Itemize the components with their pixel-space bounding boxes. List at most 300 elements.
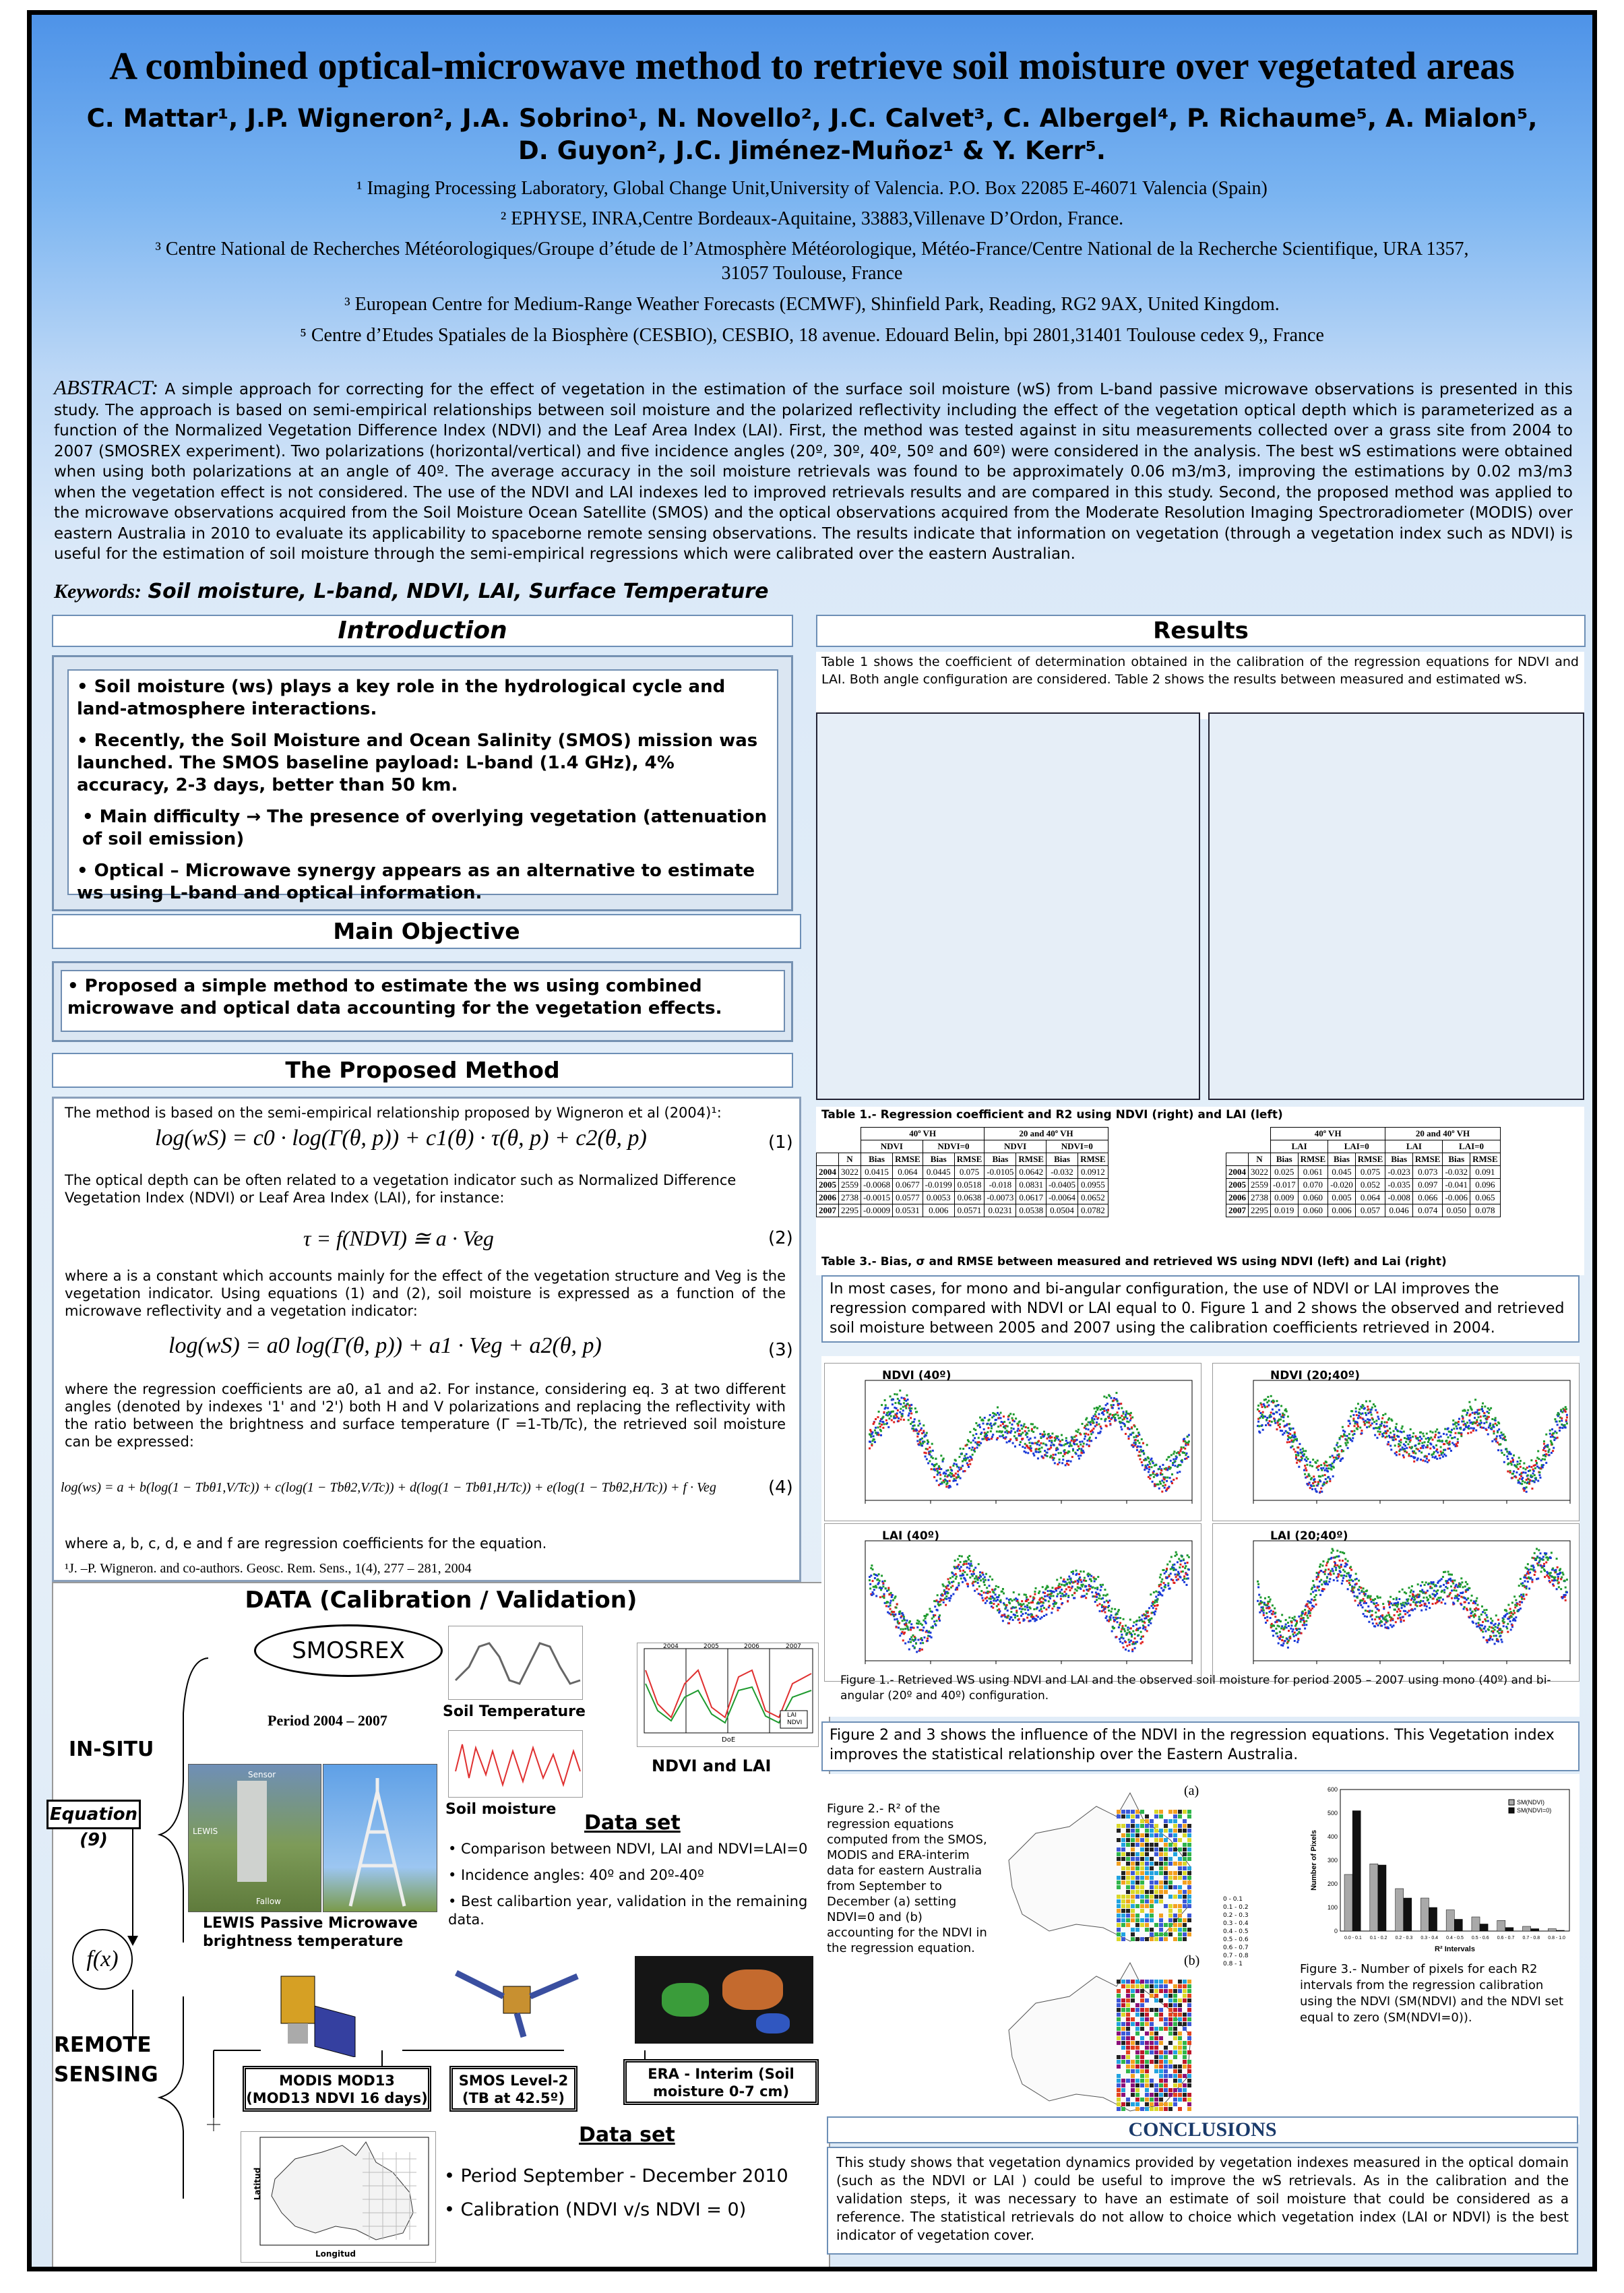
plot-point [1097, 1576, 1099, 1578]
plot-point [909, 1639, 911, 1641]
plot-point [1155, 1591, 1157, 1593]
map-pixel [1150, 1876, 1154, 1880]
plot-point [1147, 1612, 1149, 1614]
plot-point [998, 1594, 1000, 1596]
plot-point [1544, 1450, 1547, 1452]
plot-point [1071, 1585, 1073, 1587]
map-pixel [1117, 2031, 1121, 2036]
map-pixel [1150, 1909, 1154, 1913]
plot-point [1359, 1427, 1361, 1429]
plot-point [1283, 1414, 1285, 1416]
plot-point [958, 1585, 960, 1587]
plot-point [933, 1476, 935, 1478]
plot-point [1184, 1567, 1186, 1569]
plot-point [1182, 1570, 1184, 1572]
plot-point [1102, 1413, 1104, 1415]
plot-point [1460, 1577, 1462, 1579]
plot-point [1156, 1601, 1158, 1603]
remote-sensing-label: REMOTE SENSING [54, 2033, 158, 2087]
plot-point [961, 1556, 963, 1558]
plot-point [947, 1578, 949, 1580]
map-pixel [1117, 1852, 1121, 1856]
plot-point [1177, 1561, 1179, 1563]
plot-point [1414, 1444, 1416, 1446]
plot-point [1349, 1423, 1351, 1425]
plot-point [1560, 1588, 1562, 1590]
plot-point [1008, 1622, 1010, 1624]
plot-point [875, 1587, 877, 1589]
plot-point [1018, 1428, 1020, 1430]
plot-point [1420, 1604, 1423, 1606]
map-pixel [1131, 2079, 1135, 2083]
plot-point [972, 1434, 974, 1436]
plot-point [1441, 1590, 1443, 1592]
plot-point [919, 1423, 921, 1425]
australia-grid-plot [241, 2132, 437, 2263]
plot-point [1144, 1469, 1146, 1471]
plot-point [1061, 1589, 1063, 1591]
plot-point [1118, 1609, 1120, 1611]
plot-point [892, 1599, 894, 1601]
plot-point [1003, 1415, 1005, 1417]
plot-point [1080, 1579, 1082, 1581]
plot-point [1321, 1475, 1323, 1477]
plot-point [1272, 1611, 1274, 1613]
mini-year-2007: 2007 [786, 1643, 801, 1650]
map-pixel [1183, 1847, 1187, 1852]
plot-point [1440, 1436, 1442, 1438]
map-pixel [1121, 1909, 1125, 1913]
plot-point [1304, 1473, 1306, 1475]
plot-point [1351, 1440, 1353, 1442]
plot-point [973, 1569, 975, 1571]
plot-point [1131, 1444, 1133, 1446]
map-pixel [1183, 1833, 1187, 1837]
plot-point [1352, 1417, 1354, 1419]
plot-point [1444, 1428, 1446, 1430]
plot-point [1177, 1471, 1179, 1473]
table-ndvi-cell: -0.0068 [861, 1179, 893, 1192]
plot-point [869, 1441, 871, 1443]
plot-point [1521, 1598, 1523, 1600]
plot-point [980, 1579, 982, 1581]
keywords-label: Keywords: [54, 580, 142, 603]
table-ndvi-cell: 0.0445 [923, 1166, 954, 1179]
plot-point [1133, 1621, 1135, 1623]
plot-point [1375, 1419, 1377, 1421]
plot-point [1310, 1609, 1312, 1611]
table-lai-cell: -0.008 [1385, 1192, 1413, 1204]
plot-point [914, 1647, 916, 1649]
plot-point [1412, 1595, 1414, 1597]
plot-point [1439, 1457, 1441, 1459]
plot-point [1098, 1424, 1100, 1426]
plot-point [947, 1592, 949, 1594]
plot-point [1159, 1481, 1161, 1483]
plot-point [1467, 1409, 1469, 1411]
plot-point [1369, 1400, 1371, 1402]
map-pixel [1131, 1876, 1135, 1880]
lewis-caption: LEWIS Passive Microwave brightness temperature [203, 1915, 418, 1950]
plot-point [1279, 1426, 1281, 1428]
plot-point [1534, 1574, 1536, 1576]
plot-point [1286, 1626, 1288, 1628]
results-heading: Results [816, 615, 1586, 647]
plot-point [943, 1601, 945, 1603]
plot-point [1323, 1484, 1325, 1486]
table-ndvi-col: Bias [861, 1153, 893, 1166]
table-lai-cell: -0.035 [1385, 1179, 1413, 1192]
table-ndvi-cell: -0.0015 [861, 1192, 893, 1204]
map-pixel [1126, 2017, 1130, 2021]
plot-point [1344, 1431, 1346, 1433]
plot-point [1120, 1403, 1122, 1405]
plot-point [1106, 1411, 1108, 1413]
plot-point [1533, 1470, 1535, 1472]
plot-point [1297, 1641, 1299, 1643]
plot-point [1305, 1467, 1307, 1469]
plot-point [1024, 1423, 1026, 1425]
map-pixel [1121, 1876, 1125, 1880]
plot-point [1381, 1614, 1383, 1616]
plot-point [1534, 1552, 1536, 1554]
plot-point [1545, 1434, 1547, 1436]
map-pixel [1150, 1824, 1154, 1828]
plot-point [1340, 1571, 1342, 1573]
plot-point [1342, 1577, 1344, 1579]
results-table-placeholder-right [1208, 712, 1584, 1100]
plot-point [1410, 1589, 1412, 1591]
map-pixel [1126, 1810, 1130, 1814]
map-pixel [1150, 1994, 1154, 1998]
plot-point [929, 1450, 931, 1453]
plot-point [1291, 1434, 1293, 1436]
plot-point [1136, 1428, 1138, 1430]
plot-point [1554, 1418, 1556, 1420]
table-lai-cell: -0.020 [1328, 1179, 1356, 1192]
table-ndvi-cell: 0.0617 [1016, 1192, 1047, 1204]
plot-point [1178, 1558, 1180, 1560]
plot-point [927, 1462, 929, 1464]
plot-point [1075, 1453, 1077, 1455]
table-ndvi-cell: 2005 [817, 1179, 839, 1192]
plot-point [1167, 1583, 1169, 1585]
plot-point [967, 1585, 969, 1587]
plot-point [1388, 1603, 1390, 1606]
plot-point [1389, 1596, 1392, 1598]
plot-point [1399, 1610, 1401, 1612]
plot-point [1163, 1569, 1165, 1571]
plot-point [885, 1407, 887, 1409]
plot-point [1047, 1452, 1049, 1454]
map-pixel [1121, 1918, 1125, 1922]
map-pixel [1159, 1895, 1163, 1899]
map-pixel [1159, 1914, 1163, 1918]
plot-point [879, 1426, 881, 1428]
table-ndvi-row [817, 1166, 1108, 1179]
plot-point [1025, 1451, 1027, 1453]
plot-point [1073, 1597, 1075, 1599]
table-lai [1226, 1127, 1501, 1217]
plot-point [1565, 1587, 1567, 1589]
plot-point [1104, 1589, 1106, 1591]
plot-point [1477, 1416, 1479, 1418]
plot-point [1458, 1418, 1460, 1420]
map-pixel [1131, 1890, 1135, 1894]
plot-point [1488, 1426, 1490, 1428]
plot-point [1133, 1436, 1135, 1438]
plot-point [1442, 1599, 1444, 1601]
plot-point [1434, 1436, 1436, 1438]
plot-point [1170, 1454, 1173, 1456]
plot-point [1375, 1423, 1377, 1425]
plot-point [883, 1411, 885, 1413]
plot-point [1078, 1448, 1080, 1450]
map-pixel [1178, 1876, 1182, 1880]
plot-point [1549, 1454, 1551, 1456]
plot-point [1331, 1557, 1333, 1559]
plot-point [1141, 1618, 1143, 1620]
plot-point [1160, 1581, 1162, 1583]
map-pixel [1173, 1843, 1177, 1847]
plot-point [1330, 1570, 1332, 1572]
table-ndvi-sub-ndvi0-b: NDVI=0 [1046, 1140, 1108, 1153]
plot-point [917, 1622, 919, 1624]
map-pixel [1164, 1857, 1168, 1861]
plot-point [1388, 1417, 1390, 1419]
plot-point [1010, 1430, 1012, 1432]
plot-point [962, 1574, 964, 1576]
map-pixel [1117, 2098, 1121, 2102]
map-pixel [1173, 1918, 1177, 1922]
plot-point [1353, 1425, 1355, 1427]
plot-point [982, 1578, 985, 1580]
plot-point [1318, 1465, 1320, 1467]
method-p4: where the regression coefficients are a0, a1 and a2. For instance, considering eq. 3 at two different angles (denoted by indexes '1' and '2') both H and V polarizations and replacing the reflectivity with the ratio between the brightness and surface temperature (Γ =1-Tb/Tc), the retrieved soil moisture can be expressed: [65, 1381, 786, 1450]
plot-point [1076, 1573, 1078, 1575]
plot-point [1103, 1601, 1105, 1603]
plot-point [1542, 1449, 1544, 1451]
plot-point [1349, 1584, 1351, 1586]
plot-ndvi-2040-svg [1213, 1364, 1580, 1522]
map-pixel [1154, 1932, 1158, 1936]
map-pixel [1135, 1984, 1139, 1988]
plot-point [1041, 1616, 1043, 1618]
plot-point [1460, 1428, 1462, 1430]
map-pixel [1140, 1876, 1144, 1880]
plot-point [1334, 1564, 1336, 1566]
plot-point [874, 1577, 876, 1579]
plot-point [1130, 1412, 1132, 1414]
map-pixel [1117, 1814, 1121, 1818]
plot-point [902, 1628, 904, 1630]
plot-point [1355, 1407, 1357, 1409]
plot-point [1160, 1483, 1162, 1485]
map-pixel [1135, 2013, 1139, 2017]
plot-point [1402, 1446, 1404, 1448]
map-pixel [1131, 1862, 1135, 1866]
plot-lai-40-svg [825, 1524, 1202, 1682]
plot-point [1028, 1602, 1030, 1604]
plot-point [1098, 1597, 1100, 1599]
plot-point [1113, 1404, 1115, 1406]
equation-2: τ = f(NDVI) ≅ a · Veg [303, 1226, 494, 1250]
plot-point [1356, 1597, 1358, 1599]
plot-point [1512, 1459, 1514, 1461]
soil-temperature-chart [448, 1626, 583, 1700]
plot-point [904, 1632, 906, 1634]
plot-point [1501, 1631, 1503, 1633]
plot-point [1125, 1411, 1127, 1413]
plot-point [1139, 1627, 1141, 1629]
map-a-svg [995, 1779, 1211, 1949]
plot-point [1393, 1598, 1395, 1600]
plot-point [914, 1424, 916, 1426]
plot-point [1381, 1421, 1383, 1423]
plot-point [1429, 1448, 1431, 1450]
plot-point [1486, 1429, 1488, 1431]
plot-point [1022, 1446, 1024, 1448]
map-pixel [1178, 1909, 1182, 1913]
plot-point [1534, 1571, 1536, 1573]
plot-point [1393, 1624, 1395, 1626]
plot-point [938, 1465, 940, 1467]
plot-point [1177, 1579, 1179, 1581]
map-pixel [1126, 1876, 1130, 1880]
map-pixel [1183, 1843, 1187, 1847]
plot-point [1159, 1466, 1161, 1468]
plot-point [1468, 1401, 1470, 1403]
map-pixel [1135, 1871, 1139, 1875]
map-pixel [1173, 1824, 1177, 1828]
plot-point [1348, 1572, 1350, 1574]
plot-point [1497, 1619, 1499, 1621]
plot-point [1148, 1607, 1150, 1609]
plot-point [972, 1575, 974, 1577]
plot-point [1441, 1601, 1443, 1603]
map-pixel [1187, 1890, 1191, 1894]
map-pixel [1145, 1862, 1149, 1866]
map-pixel [1145, 1838, 1149, 1842]
plot-point [1503, 1454, 1505, 1456]
plot-point [1263, 1610, 1265, 1612]
plot-point [1352, 1414, 1354, 1416]
plot-point [949, 1583, 951, 1585]
table-lai-col: RMSE [1298, 1153, 1328, 1166]
map-pixel [1164, 1904, 1168, 1908]
plot-point [1288, 1441, 1290, 1443]
plot-point [1414, 1453, 1416, 1455]
plot-point [952, 1465, 954, 1467]
plot-point [1443, 1443, 1445, 1445]
plot-point [1049, 1597, 1051, 1599]
plot-point [991, 1579, 993, 1581]
plot-point [1096, 1599, 1098, 1601]
map-pixel [1159, 1838, 1163, 1842]
map-pixel [1135, 2031, 1139, 2036]
map-pixel [1159, 1899, 1163, 1903]
plot-point [1026, 1596, 1028, 1598]
plot-point [1396, 1423, 1398, 1425]
plot-point [1542, 1458, 1544, 1460]
map-pixel [1140, 2074, 1144, 2078]
plot-point [1374, 1626, 1376, 1628]
plot-point [1341, 1574, 1343, 1577]
plot-point [1263, 1614, 1265, 1616]
map-pixel [1121, 2008, 1125, 2012]
plot-point [1495, 1417, 1497, 1419]
plot-point [997, 1437, 999, 1439]
map-pixel [1140, 2069, 1144, 2073]
map-pixel [1178, 1885, 1182, 1889]
plot-point [1279, 1638, 1281, 1640]
plot-point [1427, 1590, 1429, 1592]
plot-point [1108, 1605, 1110, 1607]
plot-point [1123, 1618, 1125, 1620]
smosrex-label: SMOSREX [254, 1624, 443, 1677]
map-pixel [1164, 1923, 1168, 1927]
plot-point [1188, 1434, 1190, 1436]
plot-point [1346, 1564, 1348, 1566]
plot-point [1470, 1427, 1472, 1429]
table-ndvi-cell: -0.0199 [923, 1179, 954, 1192]
map-pixel [1187, 1843, 1191, 1847]
plot-point [937, 1473, 939, 1475]
plot-point [902, 1409, 904, 1411]
plot-point [1435, 1431, 1437, 1433]
table3-caption: Table 3.- Bias, σ and RMSE between measured and retrieved WS using NDVI (left) and Lai (right) [821, 1255, 1447, 1268]
plot-point [931, 1468, 933, 1470]
plot-point [1311, 1465, 1313, 1467]
plot-point [1371, 1422, 1373, 1424]
plot-point [1470, 1432, 1472, 1434]
plot-point [1369, 1419, 1371, 1421]
map-pixel [1126, 1852, 1130, 1856]
plot-point [1166, 1568, 1168, 1570]
plot-point [1166, 1459, 1168, 1461]
plot-point [937, 1470, 939, 1472]
plot-point [877, 1426, 879, 1428]
plot-point [1459, 1586, 1461, 1588]
map-pixel [1159, 1885, 1163, 1889]
plot-point [1561, 1577, 1563, 1579]
plot-point [920, 1637, 923, 1639]
plot-point [1474, 1614, 1476, 1616]
plot-point [1383, 1421, 1385, 1424]
map-pixel [1117, 2079, 1121, 2083]
map-pixel [1121, 2022, 1125, 2026]
plot-point [1257, 1583, 1259, 1585]
plot-point [1314, 1599, 1316, 1601]
plot-point [1154, 1614, 1156, 1616]
plot-point [1457, 1442, 1459, 1444]
plot-point [1187, 1444, 1189, 1446]
plot-point [1495, 1634, 1497, 1637]
map-pixel [1173, 1819, 1177, 1823]
plot-point [927, 1441, 929, 1443]
map-pixel [1135, 1937, 1139, 1941]
map-pixel [1178, 1923, 1182, 1927]
soil-temperature-plot [449, 1626, 584, 1701]
map-pixel [1117, 1918, 1121, 1922]
plot-point [979, 1426, 981, 1428]
plot-point [1062, 1455, 1064, 1457]
plot-point [1042, 1602, 1044, 1604]
plot-ndvi-2040-title: NDVI (20;40º) [1270, 1369, 1360, 1382]
plot-point [1564, 1596, 1566, 1598]
map-pixel [1140, 1838, 1144, 1842]
plot-point [871, 1564, 873, 1566]
